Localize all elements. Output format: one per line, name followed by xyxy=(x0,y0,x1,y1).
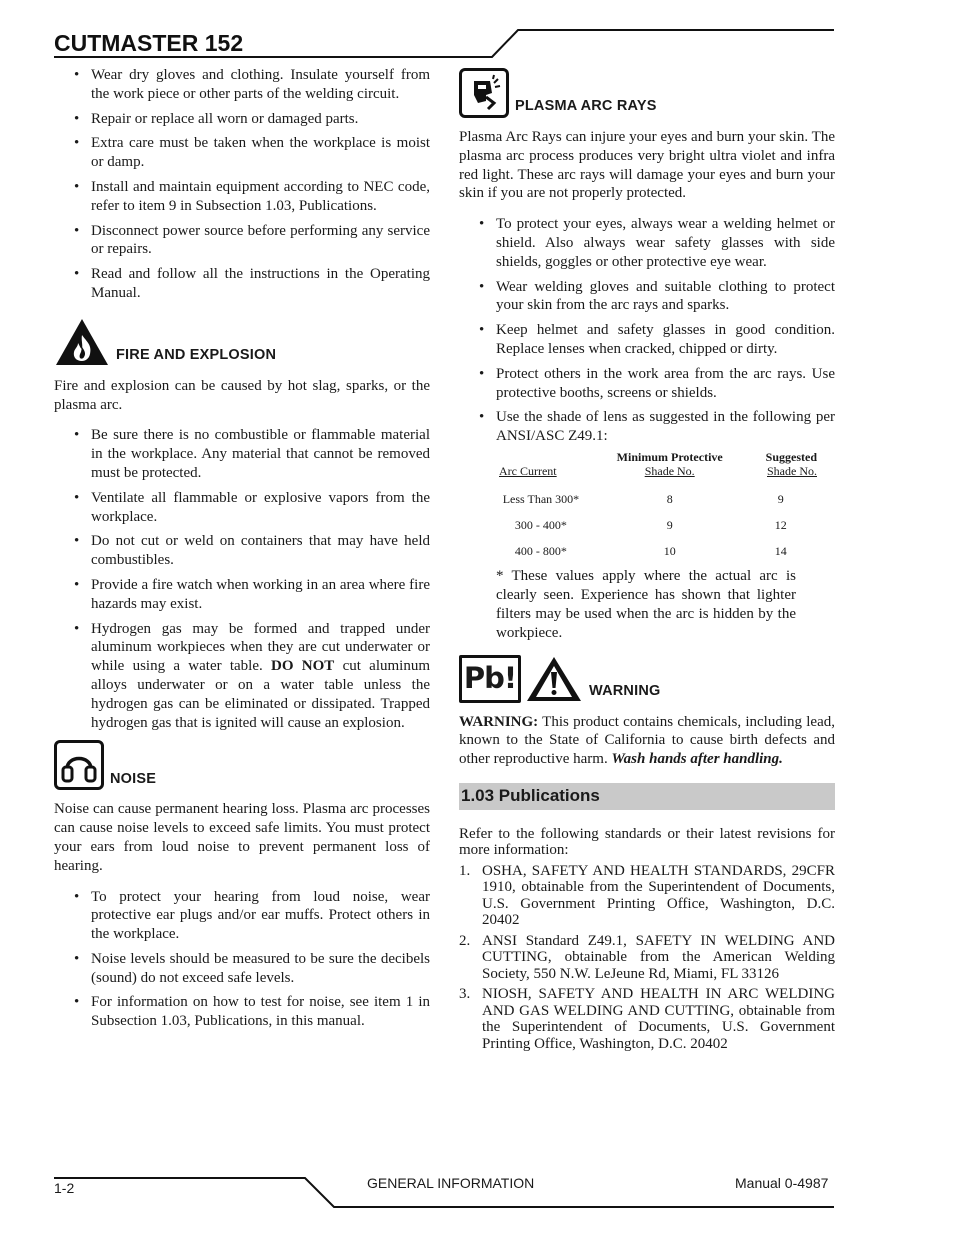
rays-bullets xyxy=(459,215,835,446)
footer-section-title: GENERAL INFORMATION xyxy=(367,1175,535,1191)
fire-heading: FIRE AND EXPLOSION xyxy=(116,346,277,363)
fire-warning-icon xyxy=(54,317,110,367)
list-item xyxy=(54,620,430,733)
shade-note: * These values apply where the actual arc is clearly seen. Experience has shown that lighter filters may be used when the arc is hidden by the workpiece. xyxy=(496,568,796,641)
shade-table xyxy=(487,450,817,563)
list-item: • Extra care must be taken when the workplace is moist or damp. xyxy=(54,134,430,172)
pb-label: Pb! xyxy=(463,661,517,696)
list-item xyxy=(459,863,835,929)
table-cell: 14 xyxy=(774,543,787,558)
electrical-bullets xyxy=(54,66,430,303)
col-suggested-l1: Suggested xyxy=(765,449,817,464)
warning-lead: WARNING: xyxy=(459,713,539,730)
do-not-emphasis: DO NOT xyxy=(271,658,335,675)
page-number: 1-2 xyxy=(54,1180,75,1196)
noise-section-header xyxy=(54,740,430,790)
table-row xyxy=(487,512,817,538)
rays-section-header xyxy=(459,68,835,118)
item-number: 1. xyxy=(459,862,471,879)
list-item xyxy=(459,933,835,983)
col-min-shade-l1: Minimum Protective xyxy=(616,449,723,464)
item-text: NIOSH, SAFETY AND HEALTH IN ARC WELDING AND GAS WELDING AND CUTTING, obtainable from the Superintendent of Documents, U.S. Government Printing Office, Washington, D.C. 20402 xyxy=(482,986,835,1052)
list-item: • Read and follow all the instructions in the Operating Manual. xyxy=(54,265,430,303)
table-cell: 400 - 800* xyxy=(514,543,567,558)
table-cell: 12 xyxy=(774,517,787,532)
item-text: ANSI Standard Z49.1, SAFETY IN WELDING AND CUTTING, obtainable from the American Welding Society, 550 N.W. LeJeune Rd, Miami, FL 33126 xyxy=(482,932,835,982)
list-item: • Repair or replace all worn or damaged parts. xyxy=(54,110,430,129)
publications-heading: 1.03 Publications xyxy=(459,783,835,810)
fire-intro: Fire and explosion can be caused by hot slag, sparks, or the plasma arc. xyxy=(54,377,430,413)
table-cell: 8 xyxy=(666,491,673,506)
list-item: • For information on how to test for noise, see item 1 in Subsection 1.03, Publications, in this manual. xyxy=(54,993,430,1031)
warning-section-header xyxy=(459,655,835,703)
ear-muffs-icon xyxy=(54,740,104,790)
page-title: CUTMASTER 152 xyxy=(54,30,244,56)
list-item: • Keep helmet and safety glasses in good condition. Replace lenses when cracked, chipped or dirty. xyxy=(459,321,835,359)
list-item: • Protect others in the work area from the arc rays. Use protective booths, screens or shields. xyxy=(459,365,835,403)
warning-heading: WARNING xyxy=(589,682,661,699)
item-text: OSHA, SAFETY AND HEALTH STANDARDS, 29CFR 1910, obtainable from the Superintendent of Documents, U.S. Government Printing Office, Washington, D.C. 20402 xyxy=(482,862,835,929)
noise-bullets xyxy=(54,888,430,1032)
manual-number: Manual 0-4987 xyxy=(735,1175,829,1191)
rays-heading: PLASMA ARC RAYS xyxy=(515,98,657,115)
list-item: • To protect your eyes, always wear a welding helmet or shield. Also always wear safety glasses with side shields, goggles or other protective eye wear. xyxy=(459,215,835,271)
list-item: • Do not cut or weld on containers that may have held combustibles. xyxy=(54,532,430,570)
list-item: • Wear welding gloves and suitable clothing to protect your skin from the arc rays and sparks. xyxy=(459,278,835,316)
noise-heading: NOISE xyxy=(110,770,157,787)
table-cell: Less Than 300* xyxy=(502,491,580,506)
col-arc-current: Arc Current xyxy=(499,463,557,478)
list-item: • Use the shade of lens as suggested in the following per ANSI/ASC Z49.1: xyxy=(459,408,835,446)
table-header-row xyxy=(487,450,817,480)
item-number: 2. xyxy=(459,932,471,949)
list-item: • Be sure there is no combustible or flammable material in the workplace. Any material that cannot be removed must be protected. xyxy=(54,426,430,482)
warning-emphasis: Wash hands after handling. xyxy=(611,751,783,768)
welder-helmet-icon xyxy=(459,68,509,118)
list-item: • Noise levels should be measured to be sure the decibels (sound) do not exceed safe levels. xyxy=(54,950,430,988)
publications-list xyxy=(459,863,835,1053)
item-number: 3. xyxy=(459,986,471,1003)
fire-section-header xyxy=(54,317,430,367)
warning-triangle-icon xyxy=(525,655,583,703)
list-item: • Install and maintain equipment according to NEC code, refer to item 9 in Subsection 1.03, Publications. xyxy=(54,178,430,216)
hydrogen-text-a: Hydrogen gas may be formed and trapped under aluminum workpieces when they are cut underwater or while using a water table. xyxy=(91,620,430,675)
list-item: • Disconnect power source before performing any service or repairs. xyxy=(54,222,430,260)
fire-bullets xyxy=(54,426,430,732)
col-suggested-l2: Shade No. xyxy=(767,463,817,478)
warning-body: This product contains chemicals, including lead, known to the State of California to cause birth defects and other reproductive harm. xyxy=(459,713,835,768)
table-row xyxy=(487,486,817,512)
table-row xyxy=(487,538,817,564)
hydrogen-text-b: cut aluminum alloys underwater or on a water table unless the hydrogen gas can be eliminated or dissipated. Trapped hydrogen gas that is ignited will cause an explosion. xyxy=(91,658,430,731)
right-column xyxy=(459,66,835,1056)
publications-intro: Refer to the following standards or their latest revisions for more information: xyxy=(459,825,835,859)
lead-pb-icon xyxy=(459,655,521,703)
table-cell: 300 - 400* xyxy=(514,517,567,532)
list-item: • Ventilate all flammable or explosive vapors from the workplace. xyxy=(54,489,430,527)
list-item: • Wear dry gloves and clothing. Insulate yourself from the work piece or other parts of the welding circuit. xyxy=(54,66,430,104)
warning-text xyxy=(459,713,835,769)
table-cell: 9 xyxy=(777,491,784,506)
rays-intro: Plasma Arc Rays can injure your eyes and burn your skin. The plasma arc process produces very bright ultra violet and infra red light. These arc rays will damage your eyes and burn your skin if you are not properly protected. xyxy=(459,129,835,202)
table-cell: 9 xyxy=(666,517,673,532)
list-item: • To protect your hearing from loud noise, wear protective ear plugs and/or ear muffs. Protect others in the workplace. xyxy=(54,888,430,944)
left-column xyxy=(54,66,430,1037)
list-item xyxy=(459,986,835,1052)
noise-intro: Noise can cause permanent hearing loss. Plasma arc processes can cause noise levels to exceed safe limits. You must protect your ears from loud noise to prevent permanent loss of hearing. xyxy=(54,801,430,874)
col-min-shade-l2: Shade No. xyxy=(644,463,695,478)
list-item: • Provide a fire watch when working in an area where fire hazards may exist. xyxy=(54,576,430,614)
table-cell: 10 xyxy=(663,543,676,558)
